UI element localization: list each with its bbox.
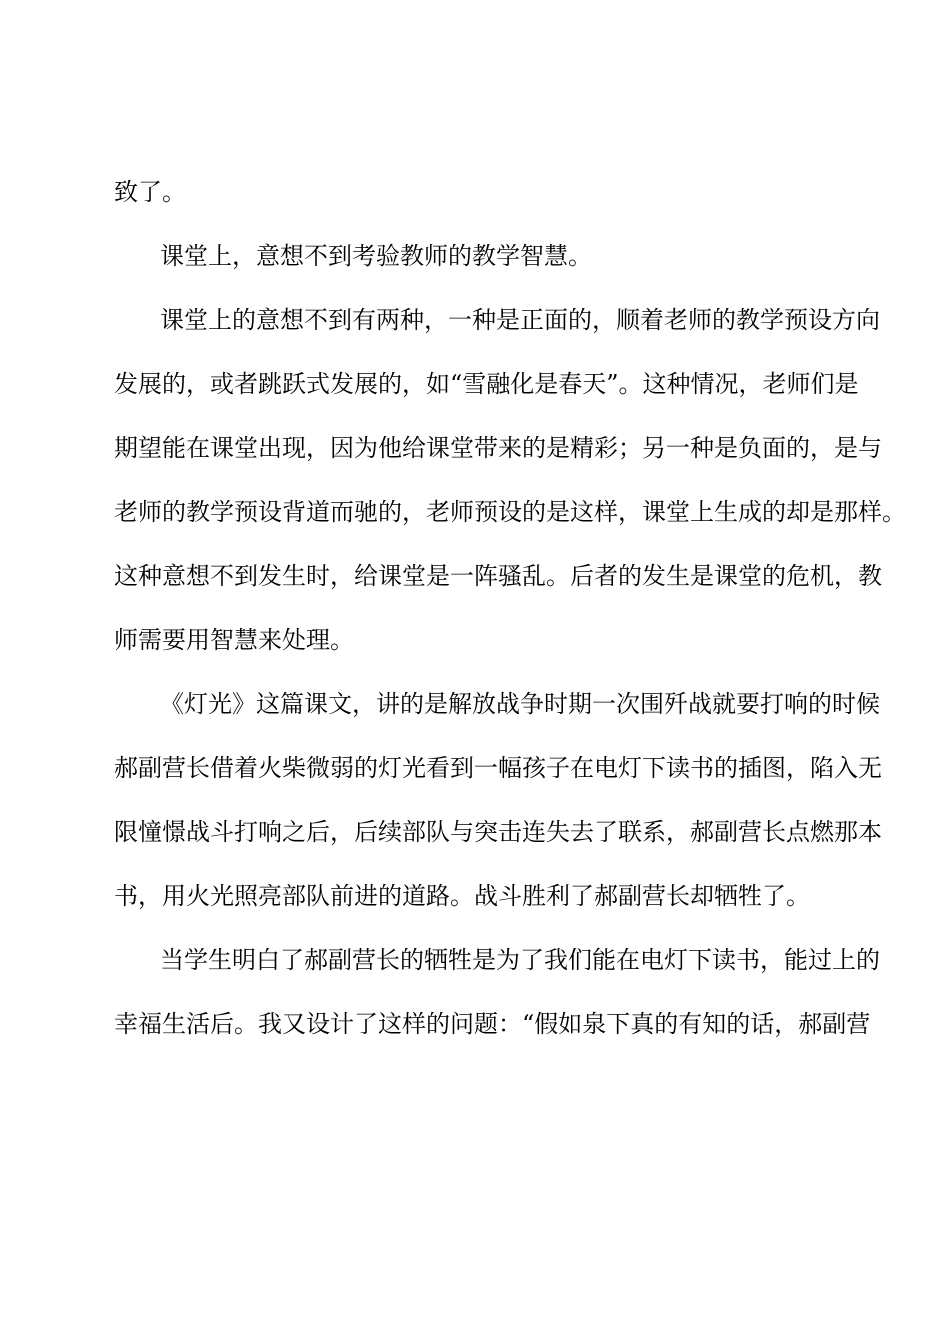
text-line: 老师的教学预设背道而驰的，老师预设的是这样，课堂上生成的却是那样。 [114, 498, 906, 526]
text-line: 幸福生活后。我又设计了这样的问题：“假如泉下真的有知的话，郝副营 [114, 1010, 871, 1038]
text-line: 书，用火光照亮部队前进的道路。战斗胜利了郝副营长却牺牲了。 [114, 882, 810, 910]
text-line: 致了。 [114, 178, 186, 206]
paragraph-start-line: 课堂上，意想不到考验教师的教学智慧。 [160, 242, 592, 270]
paragraph-start-line: 《灯光》这篇课文，讲的是解放战争时期一次围歼战就要打响的时候 [160, 690, 880, 718]
paragraph-start-line: 当学生明白了郝副营长的牺牲是为了我们能在电灯下读书，能过上的 [160, 946, 880, 974]
text-line: 限憧憬战斗打响之后，后续部队与突击连失去了联系，郝副营长点燃那本 [114, 818, 882, 846]
text-line: 期望能在课堂出现，因为他给课堂带来的是精彩；另一种是负面的，是与 [114, 434, 882, 462]
paragraph-start-line: 课堂上的意想不到有两种，一种是正面的，顺着老师的教学预设方向 [160, 306, 880, 334]
text-line: 师需要用智慧来处理。 [114, 626, 354, 654]
text-line: 这种意想不到发生时，给课堂是一阵骚乱。后者的发生是课堂的危机，教 [114, 562, 882, 590]
text-line: 郝副营长借着火柴微弱的灯光看到一幅孩子在电灯下读书的插图，陷入无 [114, 754, 882, 782]
text-line: 发展的，或者跳跃式发展的，如“雪融化是春天”。这种情况，老师们是 [114, 370, 859, 398]
